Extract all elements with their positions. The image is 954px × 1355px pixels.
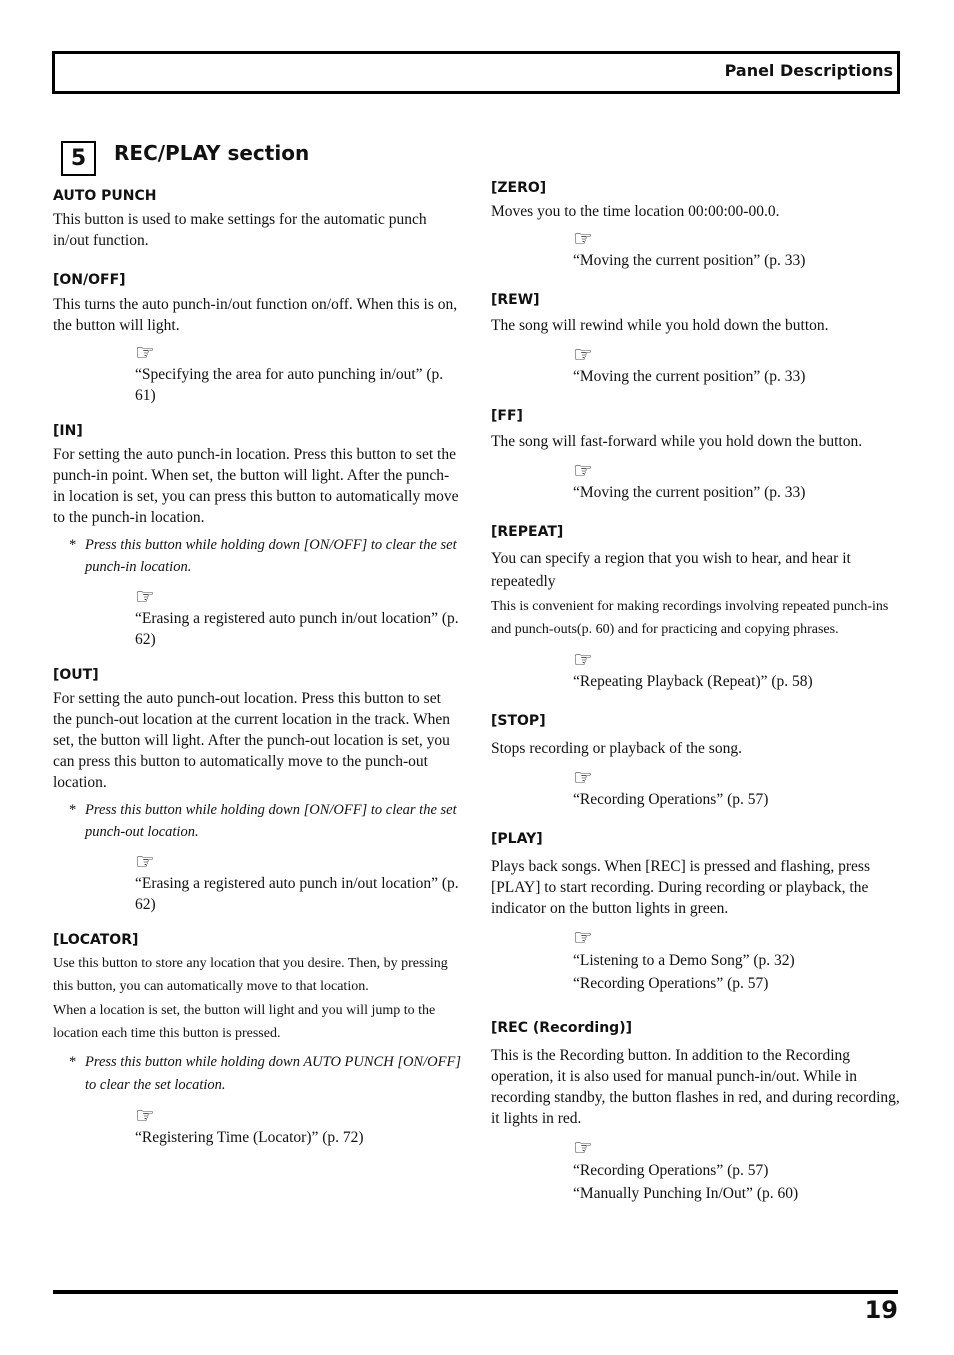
locator-note-text: Press this button while holding down AUTO PUNCH [ON/OFF] to clear the set location. xyxy=(85,1054,461,1093)
repeat-heading: [REPEAT] xyxy=(491,524,564,540)
pointing-hand-icon: ☞ xyxy=(573,458,593,483)
reference-link[interactable]: “Recording Operations” (p. 57) xyxy=(573,1162,769,1179)
pointing-hand-icon: ☞ xyxy=(573,765,593,790)
repeat-text: You can specify a region that you wish to hear, and hear it repeatedly xyxy=(491,550,851,590)
locator-text: Use this button to store any location that you desire. Then, by pressing this button, you can automatically move to that location. xyxy=(53,956,448,994)
stop-reference xyxy=(491,765,903,810)
play-heading: [PLAY] xyxy=(491,831,543,847)
reference-link[interactable]: “Manually Punching In/Out” (p. 60) xyxy=(573,1185,799,1202)
reference-link[interactable]: “Registering Time (Locator)” (p. 72) xyxy=(135,1129,364,1146)
locator-reference xyxy=(53,1103,461,1148)
pointing-hand-icon: ☞ xyxy=(573,342,593,367)
pointing-hand-icon: ☞ xyxy=(573,647,593,672)
auto-punch-heading: AUTO PUNCH xyxy=(53,188,157,204)
pointing-hand-icon: ☞ xyxy=(135,849,155,874)
pointing-hand-icon: ☞ xyxy=(135,584,155,609)
out-heading: [OUT] xyxy=(53,667,99,683)
in-reference xyxy=(53,584,461,650)
ff-heading: [FF] xyxy=(491,408,523,424)
play-text: Plays back songs. When [REC] is pressed and flashing, press [PLAY] to start recording. During recording or playback, the indicator on the button lights in green. xyxy=(491,858,870,917)
reference-link[interactable]: “Recording Operations” (p. 57) xyxy=(573,791,769,808)
zero-reference xyxy=(491,226,903,271)
play-reference xyxy=(491,925,903,995)
pointing-hand-icon: ☞ xyxy=(573,925,593,950)
out-note: * Press this button while holding down [ON/OFF] to clear the set punch-out location. xyxy=(69,802,457,840)
rew-heading: [REW] xyxy=(491,292,540,308)
pointing-hand-icon: ☞ xyxy=(573,226,593,251)
header-bar xyxy=(52,51,900,94)
section-number: 5 xyxy=(61,141,96,176)
reference-link[interactable]: “Erasing a registered auto punch in/out location” (p. 62) xyxy=(135,610,459,648)
reference-link[interactable]: “Specifying the area for auto punching in/out” (p. 61) xyxy=(135,366,444,404)
ff-reference xyxy=(491,458,903,503)
zero-heading: [ZERO] xyxy=(491,180,547,196)
stop-text: Stops recording or playback of the song. xyxy=(491,740,742,757)
out-reference xyxy=(53,849,461,915)
reference-link[interactable]: “Listening to a Demo Song” (p. 32) xyxy=(573,952,795,969)
locator-note: * Press this button while holding down AUTO PUNCH [ON/OFF] to clear the set location. xyxy=(69,1054,461,1093)
reference-link[interactable]: “Repeating Playback (Repeat)” (p. 58) xyxy=(573,673,813,690)
rew-text: The song will rewind while you hold down the button. xyxy=(491,317,829,334)
pointing-hand-icon: ☞ xyxy=(573,1135,593,1160)
section-title: REC/PLAY section xyxy=(114,141,310,165)
reference-link[interactable]: “Recording Operations” (p. 57) xyxy=(573,975,769,992)
left-column xyxy=(53,179,461,1148)
reference-link[interactable]: “Moving the current position” (p. 33) xyxy=(573,252,806,269)
out-note-text: Press this button while holding down [ON/OFF] to clear the set punch-out location. xyxy=(85,802,457,840)
repeat-text-2: This is convenient for making recordings involving repeated punch-ins and punch-outs(p. 60) and for practicing and copying phrases. xyxy=(491,599,889,637)
page-number: 19 xyxy=(864,1296,898,1324)
in-note: * Press this button while holding down [ON/OFF] to clear the set punch-in location. xyxy=(69,537,457,575)
rew-reference xyxy=(491,342,903,387)
right-column xyxy=(491,179,903,1205)
footer-rule xyxy=(53,1290,898,1294)
rec-text: This is the Recording button. In addition to the Recording operation, it is also used for manual punch-in/out. While in recording standby, the button flashes in red, and during recording, it lights in red. xyxy=(491,1047,900,1127)
pointing-hand-icon: ☞ xyxy=(135,1103,155,1128)
in-heading: [IN] xyxy=(53,423,83,439)
on-off-heading: [ON/OFF] xyxy=(53,272,126,288)
reference-link[interactable]: “Moving the current position” (p. 33) xyxy=(573,368,806,385)
ff-text: The song will fast-forward while you hold down the button. xyxy=(491,433,863,450)
on-off-text: This turns the auto punch-in/out function on/off. When this is on, the button will light. xyxy=(53,296,458,334)
reference-link[interactable]: “Erasing a registered auto punch in/out location” (p. 62) xyxy=(135,875,459,913)
out-text: For setting the auto punch-out location. Press this button to set the punch-out location at the current location in the track. When set, the button will light. After the punch-out location is set, you can press this button to automatically move to the punch-out location. xyxy=(53,690,450,791)
rec-reference xyxy=(491,1135,903,1205)
header-title: Panel Descriptions xyxy=(724,61,893,80)
rec-heading: [REC (Recording)] xyxy=(491,1020,632,1036)
in-note-text: Press this button while holding down [ON/OFF] to clear the set punch-in location. xyxy=(85,537,457,575)
auto-punch-text: This button is used to make settings for the automatic punch in/out function. xyxy=(53,211,427,249)
on-off-reference xyxy=(53,340,461,406)
zero-text: Moves you to the time location 00:00:00-00.0. xyxy=(491,203,780,220)
reference-link[interactable]: “Moving the current position” (p. 33) xyxy=(573,484,806,501)
locator-text-2: When a location is set, the button will light and you will jump to the location each time this button is pressed. xyxy=(53,1003,436,1041)
in-text: For setting the auto punch-in location. Press this button to set the punch-in point. When set, the button will light. After the punch-in location is set, you can press this button to automatically move to the punch-in location. xyxy=(53,446,459,526)
repeat-reference xyxy=(491,647,903,692)
stop-heading: [STOP] xyxy=(491,713,546,729)
locator-heading: [LOCATOR] xyxy=(53,932,139,948)
pointing-hand-icon: ☞ xyxy=(135,340,155,365)
